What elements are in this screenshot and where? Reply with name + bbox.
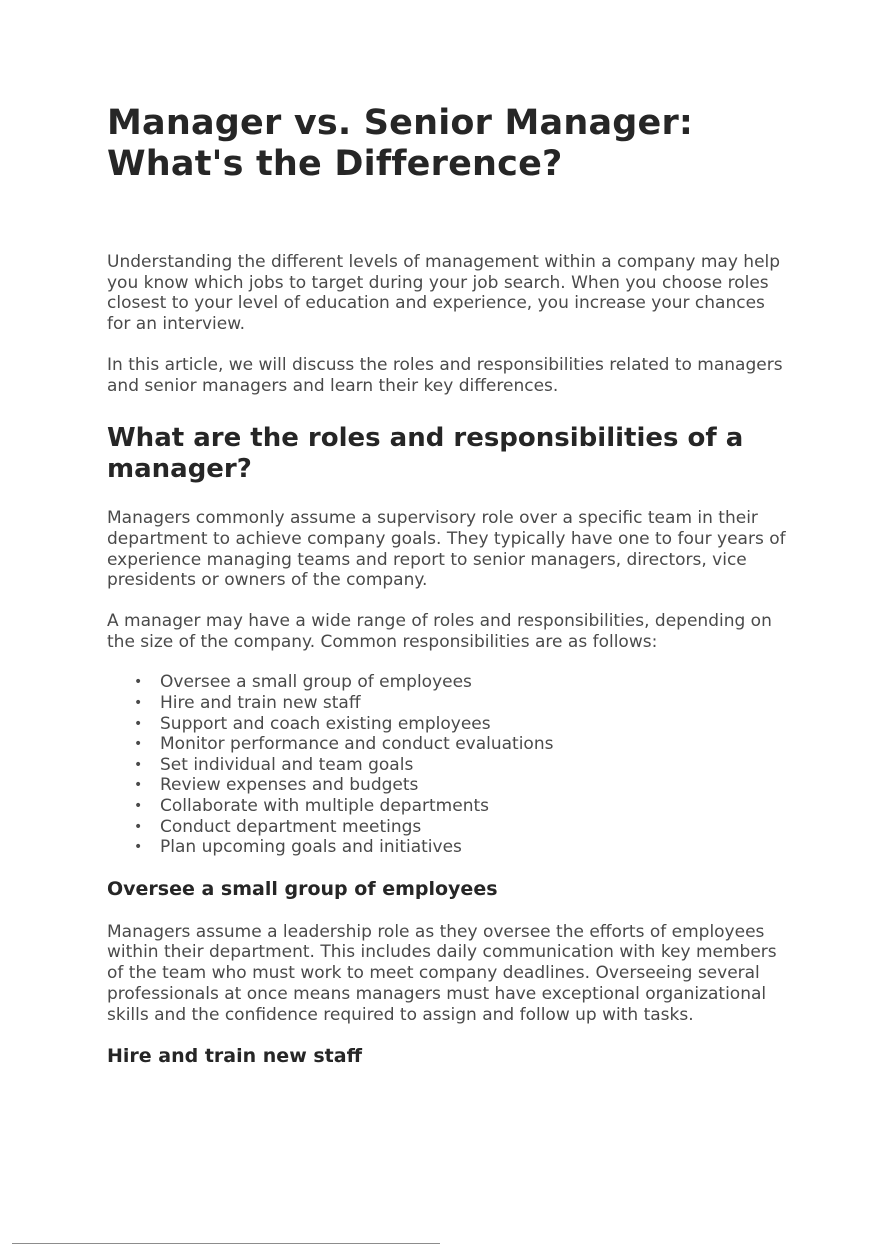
section-heading-manager-roles: What are the roles and responsibilities of a manager? [107,423,744,485]
bullet-icon: • [134,798,143,814]
list-item [107,775,787,796]
list-item-text: Review expenses and budgets [160,775,419,796]
list-item [107,714,787,735]
intro-paragraph-1: Understanding the different levels of management within a company may help you know which jobs to target during your job search. When you choose roles closest to your level of education and experience, you increase your chances for an interview. [107,252,781,335]
list-item-text: Support and coach existing employees [160,713,491,734]
list-item-text: Collaborate with multiple departments [160,796,489,816]
bullet-icon: • [134,777,143,794]
list-item [107,734,787,755]
list-item [107,693,787,714]
list-item [107,755,787,776]
list-item-text: Oversee a small group of employees [160,672,472,693]
bullet-icon: • [134,756,143,773]
subsection-paragraph-oversee: Managers assume a leadership role as they oversee the efforts of employees within their department. This includes daily communication with key members of the team who must work to meet company deadlines. Overseeing several professionals at once means managers must have exceptional organizational skills and the confidence required to assign and follow up with tasks. [107,921,777,1025]
section-paragraph-2: A manager may have a wide range of roles and responsibilities, depending on the size of the company. Common responsibilities are as follows: [107,611,772,652]
list-item [107,837,787,858]
bullet-icon: • [134,818,143,835]
bullet-icon: • [134,715,143,732]
bullet-icon: • [134,736,143,753]
list-item [107,796,787,817]
bullet-icon: • [134,839,143,856]
list-item-text: Hire and train new staff [160,693,361,714]
list-item [107,672,787,693]
bullet-icon: • [134,695,143,712]
article-page [107,103,787,1068]
intro-paragraph-2: In this article, we will discuss the roles and responsibilities related to managers and senior managers and learn their key differences. [107,354,783,396]
footer-divider [12,1243,440,1244]
subsection-heading-hire: Hire and train new staff [107,1045,362,1068]
bullet-icon: • [134,674,143,691]
responsibilities-list [107,672,787,857]
subsection-heading-oversee: Oversee a small group of employees [107,877,498,900]
article-title: Manager vs. Senior Manager: What's the Difference? [107,103,694,184]
section-paragraph-1: Managers commonly assume a supervisory role over a specific team in their department to achieve company goals. They typically have one to four years of experience managing teams and report to senior managers, directors, vice presidents or owners of the company. [107,508,786,591]
list-item-text: Monitor performance and conduct evaluations [160,734,554,755]
list-item-text: Set individual and team goals [160,754,414,775]
list-item-text: Conduct department meetings [160,816,422,837]
list-item-text: Plan upcoming goals and initiatives [160,837,462,858]
list-item [107,817,787,838]
